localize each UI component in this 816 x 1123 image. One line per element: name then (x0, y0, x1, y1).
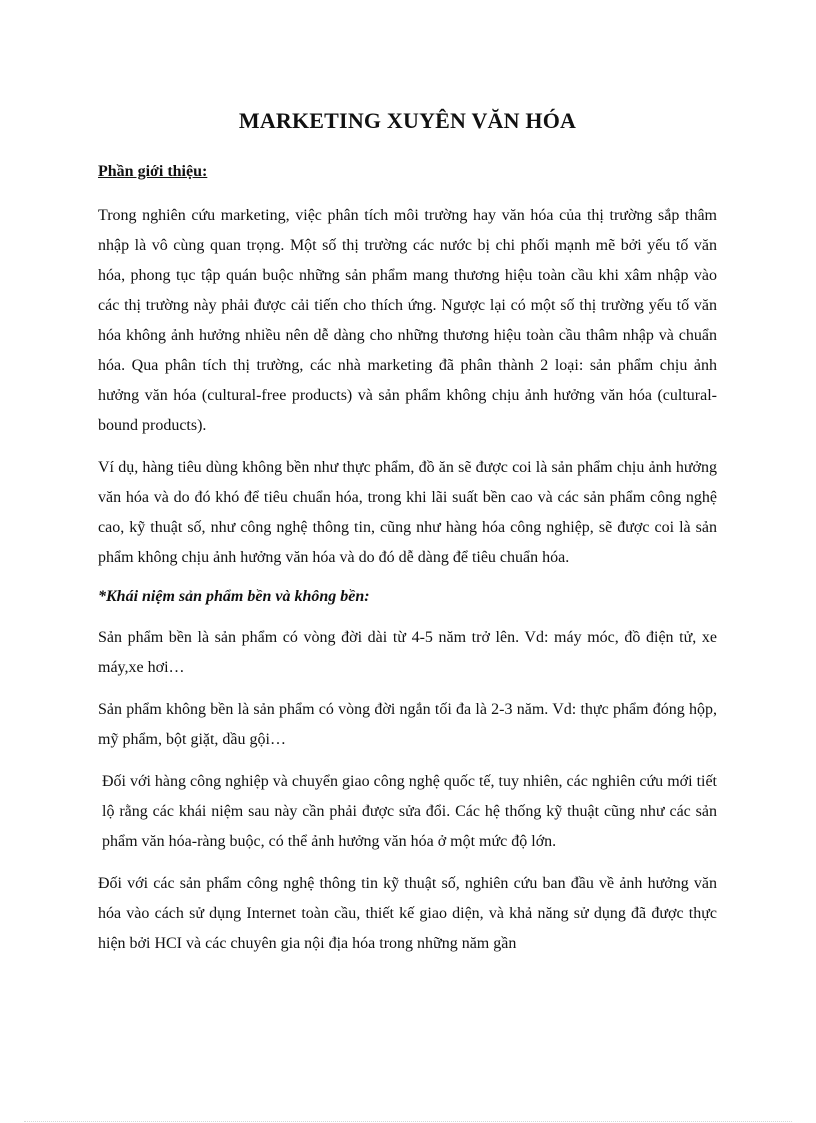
paragraph-durable-products: Sản phẩm bền là sản phẩm có vòng đời dài từ 4-5 năm trở lên. Vd: máy móc, đồ điện tử, xe máy,xe hơi… (98, 629, 717, 676)
paragraph-example: Ví dụ, hàng tiêu dùng không bền như thực phẩm, đồ ăn sẽ được coi là sản phẩm chịu ảnh hưởng văn hóa và do đó khó để tiêu chuẩn hóa, trong khi lãi suất bền cao và các sản phẩm công nghệ cao, kỹ thuật số, như công nghệ thông tin, cũng như hàng hóa công nghiệp, sẽ được coi là sản phẩm không chịu ảnh hưởng văn hóa và do đó dễ dàng để tiêu chuẩn hóa. (98, 459, 717, 566)
paragraph-digital-products: Đối với các sản phẩm công nghệ thông tin kỹ thuật số, nghiên cứu ban đầu về ảnh hưởng văn hóa vào cách sử dụng Internet toàn cầu, thiết kế giao diện, và khả năng sử dụng đã được thực hiện bởi HCI và các chuyên gia nội địa hóa trong những năm gần (98, 875, 717, 952)
document-body (98, 108, 717, 971)
paragraph-nondurable-products: Sản phẩm không bền là sản phẩm có vòng đời ngắn tối đa là 2-3 năm. Vd: thực phẩm đóng hộp, mỹ phẩm, bột giặt, dầu gội… (98, 701, 717, 748)
document-title: MARKETING XUYÊN VĂN HÓA (238, 108, 577, 133)
section-heading-introduction: Phần giới thiệu: (98, 163, 208, 180)
sub-heading-product-concepts: *Khái niệm sản phẩm bền và không bền: (98, 588, 370, 605)
paragraph-industrial-goods: Đối với hàng công nghiệp và chuyển giao công nghệ quốc tế, tuy nhiên, các nghiên cứu mới tiết lộ rằng các khái niệm sau này cần phải được sửa đổi. Các hệ thống kỹ thuật cũng như các sản phẩm văn hóa-ràng buộc, có thể ảnh hưởng văn hóa ở một mức độ lớn. (102, 773, 717, 850)
page-bottom-divider (24, 1121, 792, 1122)
paragraph-intro: Trong nghiên cứu marketing, việc phân tích môi trường hay văn hóa của thị trường sắp thâm nhập là vô cùng quan trọng. Một số thị trường các nước bị chi phối mạnh mẽ bởi yếu tố văn hóa, phong tục tập quán buộc những sản phẩm mang thương hiệu toàn cầu khi xâm nhập vào các thị trường này phải được cải tiến cho thích ứng. Ngược lại có một số thị trường yếu tố văn hóa không ảnh hưởng nhiều nên dễ dàng cho những thương hiệu toàn cầu thâm nhập và chuẩn hóa. Qua phân tích thị trường, các nhà marketing đã phân thành 2 loại: sản phẩm chịu ảnh hưởng văn hóa (cultural-free products) và sản phẩm không chịu ảnh hưởng văn hóa (cultural-bound products). (98, 207, 717, 434)
